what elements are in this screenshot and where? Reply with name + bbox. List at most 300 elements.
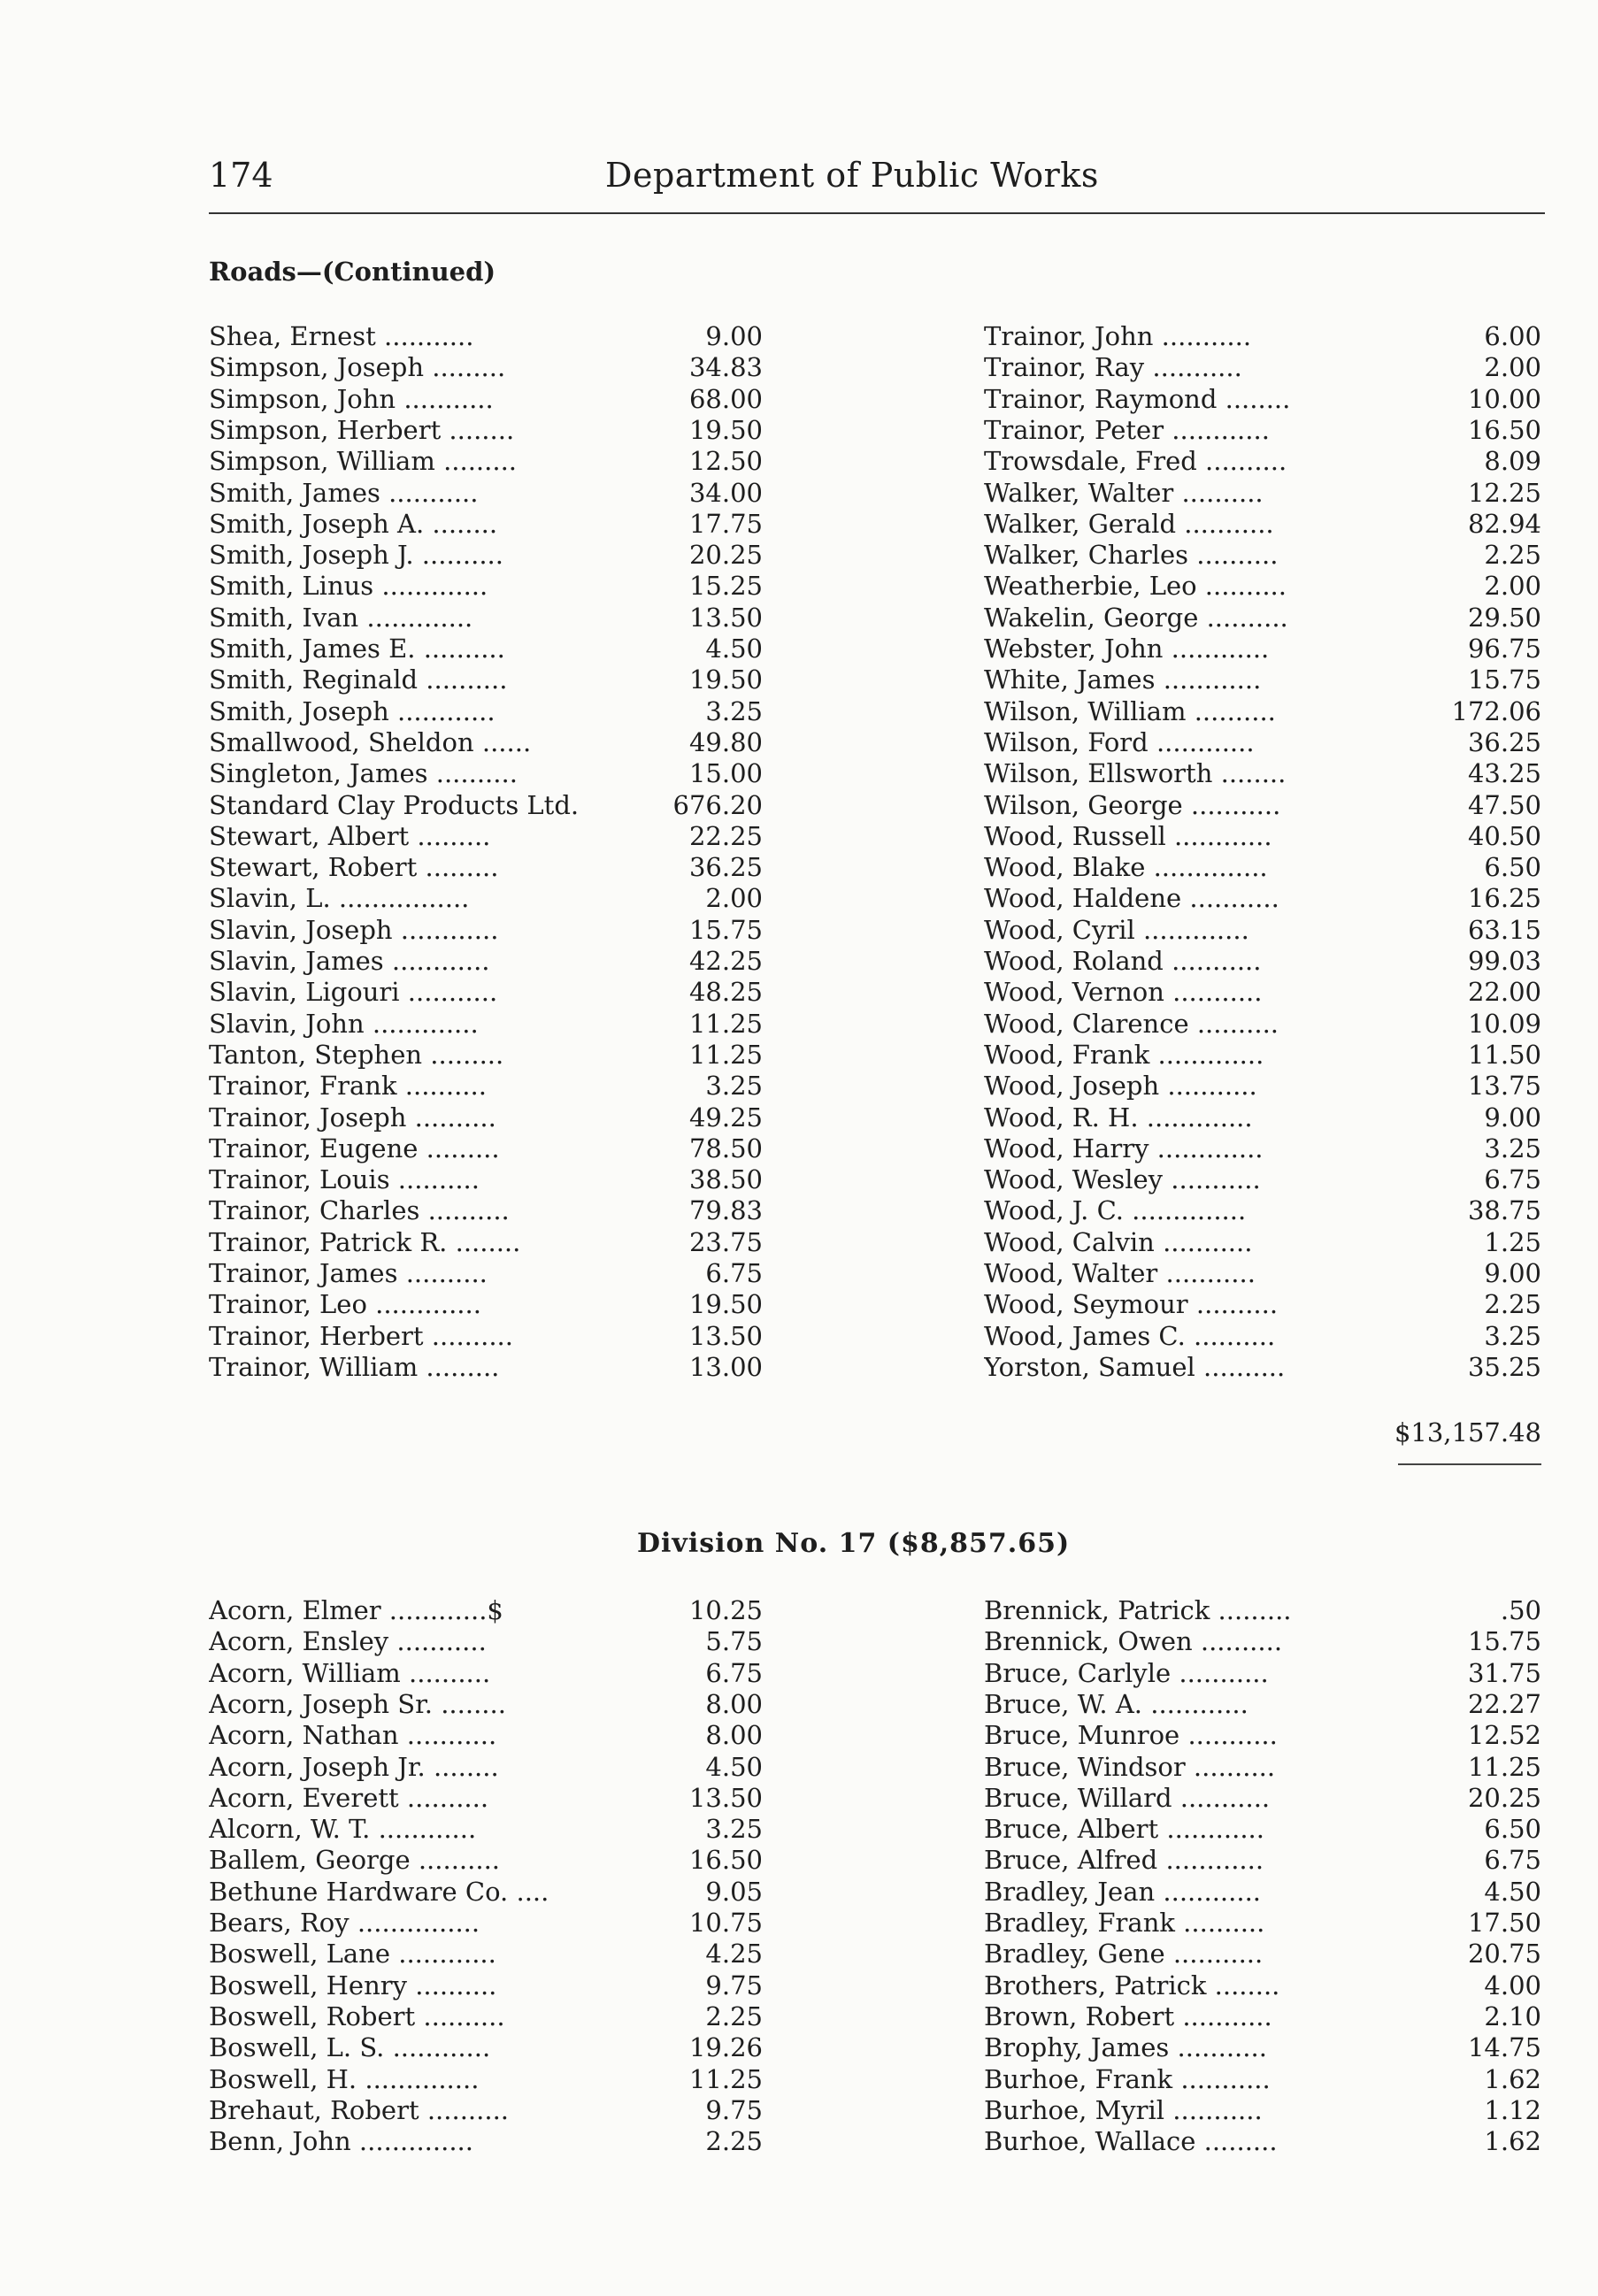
list-item [984,1813,1547,1845]
list-item [984,1594,1547,1626]
entry-name: Trainor, Patrick R. ........ [209,1226,521,1257]
entry-name: Alcorn, W. T. ............ [209,1814,477,1845]
list-item [984,945,1547,977]
entry-amount: 20.25 [1467,1782,1541,1813]
list-item [209,1133,775,1164]
entry-amount: 8.00 [705,1688,763,1719]
entry-amount: 11.25 [688,2063,763,2094]
list-item [209,1039,775,1071]
list-item [984,1751,1547,1783]
list-item [984,695,1547,727]
entry-amount: 10.75 [688,1908,763,1938]
list-item [984,1938,1547,1970]
list-item [984,820,1547,852]
list-item [984,2094,1547,2126]
entry-name: Simpson, William ......... [209,446,518,477]
entry-amount: 11.50 [1467,1039,1541,1070]
list-item [209,945,775,977]
entry-name: Walker, Walter .......... [984,477,1264,508]
entry-name: Bethune Hardware Co. .... [209,1876,549,1907]
entry-name: Wilson, Ellsworth ........ [984,758,1287,789]
list-item [984,351,1547,383]
entry-amount: 3.25 [705,1814,763,1845]
entry-amount: 14.75 [1467,2032,1541,2063]
entry-amount: 10.09 [1467,1008,1541,1039]
list-item [209,1938,775,1970]
entry-name: Smith, Joseph ............ [209,695,496,726]
entry-amount: 43.25 [1467,758,1541,789]
list-item [209,1594,775,1626]
entry-amount: 3.25 [705,1071,763,1102]
entry-amount: 36.25 [1467,726,1541,757]
entry-amount: 13.50 [688,602,763,633]
entry-amount: 20.25 [688,540,763,571]
entry-amount: 10.00 [1467,383,1541,414]
entry-name: Acorn, Joseph Jr. ........ [209,1751,499,1782]
entry-name: Stewart, Robert ......... [209,852,499,883]
list-item [209,1907,775,1939]
list-item [984,414,1547,446]
list-item [209,508,775,540]
entry-amount: 34.00 [688,477,763,508]
entry-amount: 10.25 [688,1595,763,1625]
list-item [209,664,775,695]
list-item [984,1844,1547,1876]
list-item [209,695,775,727]
entry-amount: 22.25 [688,820,763,851]
entry-name: Acorn, Nathan ........... [209,1720,497,1751]
entry-amount: 9.05 [705,1876,763,1907]
entry-name: Trainor, Ray ........... [984,352,1242,383]
list-item [209,1657,775,1689]
entry-name: Wood, James C. .......... [984,1320,1276,1351]
entry-amount: 6.75 [1484,1845,1541,1876]
entry-name: Burhoe, Myril ........... [984,2094,1263,2125]
entry-amount: 6.75 [705,1258,763,1288]
section-title: Roads—(Continued) [209,257,496,287]
entry-name: Ballem, George .......... [209,1845,501,1876]
entry-name: Wood, Haldene ........... [984,883,1279,914]
entry-amount: 22.00 [1467,977,1541,1008]
list-item [984,320,1547,352]
list-item [209,914,775,946]
entry-name: Simpson, Herbert ........ [209,414,515,445]
entry-name: Wood, Cyril ............. [984,914,1249,945]
entry-name: Burhoe, Wallace ......... [984,2126,1278,2157]
list-item [984,851,1547,883]
list-item [984,1320,1547,1352]
entry-amount: 16.50 [688,1845,763,1876]
entry-name: Smith, Linus ............. [209,571,488,602]
entry-name: Brophy, James ........... [984,2032,1267,2063]
list-item [984,1163,1547,1195]
list-item [209,1688,775,1720]
entry-name: Acorn, Elmer ............$ [209,1595,503,1625]
entry-amount: 35.25 [1467,1351,1541,1382]
entry-name: Standard Clay Products Ltd. [209,789,580,820]
list-item [209,539,775,571]
entry-amount: 79.83 [688,1195,763,1226]
entry-amount: 172.06 [1451,695,1541,726]
entry-name: Acorn, Ensley ........... [209,1626,487,1657]
entry-amount: 15.00 [688,758,763,789]
entry-amount: 2.25 [705,2126,763,2157]
entry-amount: 6.75 [1484,1164,1541,1195]
entry-amount: 2.25 [705,2000,763,2031]
header-rule [209,212,1545,214]
list-item [984,1039,1547,1071]
entry-name: Trainor, Leo ............. [209,1289,481,1320]
entry-amount: 19.50 [688,414,763,445]
entry-name: Trainor, Charles .......... [209,1195,510,1226]
entry-name: Bruce, Albert ............ [984,1814,1264,1845]
entry-name: Boswell, Robert .......... [209,2000,505,2031]
list-item [209,1876,775,1908]
entry-name: Slavin, James ............ [209,946,490,976]
entry-amount: 12.50 [688,446,763,477]
entry-amount: 63.15 [1467,914,1541,945]
entry-name: Wood, Roland ........... [984,946,1262,976]
entry-name: Wilson, Ford ............ [984,726,1255,757]
entry-amount: 82.94 [1467,508,1541,539]
list-item [984,2000,1547,2032]
entry-amount: 96.75 [1467,634,1541,664]
entry-name: Bruce, Alfred ............ [984,1845,1264,1876]
entry-name: Wood, Calvin ........... [984,1226,1253,1257]
entry-amount: 38.50 [688,1164,763,1195]
entry-name: Smith, James ........... [209,477,479,508]
entry-name: Burhoe, Frank ........... [984,2063,1271,2094]
list-item [984,1008,1547,1040]
entry-name: Trainor, John ........... [984,321,1252,351]
list-item [209,976,775,1008]
entry-name: Acorn, William .......... [209,1657,491,1688]
list-item [209,1226,775,1258]
entry-name: Bradley, Frank .......... [984,1908,1265,1938]
entry-name: Bruce, W. A. ............ [984,1688,1248,1719]
list-item [209,757,775,789]
entry-amount: 4.50 [705,1751,763,1782]
entry-name: Brennick, Owen .......... [984,1626,1283,1657]
list-item [209,1625,775,1657]
entry-name: Wilson, George ........... [984,789,1281,820]
list-item [209,320,775,352]
entry-amount: 31.75 [1467,1657,1541,1688]
entry-name: Boswell, Lane ............ [209,1939,496,1970]
list-item [984,1782,1547,1814]
entry-name: Wood, Frank ............. [984,1039,1264,1070]
entry-amount: 2.00 [705,883,763,914]
entry-name: Wood, Blake .............. [984,852,1268,883]
entry-name: Bradley, Gene ........... [984,1939,1264,1970]
entry-name: Slavin, Ligouri ........... [209,977,498,1008]
entry-amount: 11.25 [688,1039,763,1070]
entry-name: Wood, Russell ............ [984,820,1272,851]
list-item [984,1351,1547,1383]
entry-name: Trowsdale, Fred .......... [984,446,1287,477]
list-item [209,602,775,634]
list-item [984,633,1547,664]
entry-name: Wood, Wesley ........... [984,1164,1261,1195]
entry-name: Tanton, Stephen ......... [209,1039,504,1070]
entry-amount: 4.00 [1484,1970,1541,2000]
page-number: 174 [209,156,273,195]
entry-amount: 49.25 [688,1102,763,1133]
entry-amount: 11.25 [1467,1751,1541,1782]
entry-amount: 12.52 [1467,1720,1541,1751]
entry-amount: 9.00 [1484,1102,1541,1133]
entry-amount: 9.75 [705,2094,763,2125]
list-item [209,1102,775,1133]
entry-amount: 2.25 [1484,540,1541,571]
list-item [984,1288,1547,1320]
entry-amount: 78.50 [688,1133,763,1163]
entry-name: Brothers, Patrick ........ [984,1970,1280,2000]
entry-name: Smith, Ivan ............. [209,602,473,633]
entry-name: Wood, Vernon ........... [984,977,1263,1008]
entry-name: Wood, R. H. ............. [984,1102,1253,1133]
entry-amount: 8.00 [705,1720,763,1751]
list-item [209,1257,775,1289]
entry-amount: 16.25 [1467,883,1541,914]
list-item [984,789,1547,821]
entry-name: Shea, Ernest ........... [209,321,474,351]
list-item [209,1070,775,1102]
page-header [209,156,1545,200]
entry-name: Bruce, Carlyle ........... [984,1657,1269,1688]
entry-amount: 676.20 [672,789,763,820]
entry-name: Wood, Seymour .......... [984,1289,1279,1320]
list-item [984,1719,1547,1751]
list-item [984,1625,1547,1657]
entry-amount: 68.00 [688,383,763,414]
entry-amount: 9.75 [705,1970,763,2000]
entry-amount: 3.25 [1484,1133,1541,1163]
entry-amount: 48.25 [688,977,763,1008]
entry-name: Trainor, Louis .......... [209,1164,480,1195]
entry-amount: 6.75 [705,1657,763,1688]
list-item [209,2063,775,2095]
list-item [209,570,775,602]
list-item [984,882,1547,914]
entry-name: Acorn, Joseph Sr. ........ [209,1688,506,1719]
list-item [984,1257,1547,1289]
list-item [984,1102,1547,1133]
entry-name: Smith, Reginald .......... [209,664,508,695]
list-item [984,914,1547,946]
entry-name: Bradley, Jean ............ [984,1876,1262,1907]
list-item [984,757,1547,789]
entry-amount: 6.50 [1484,852,1541,883]
entry-amount: 6.50 [1484,1814,1541,1845]
entry-amount: 47.50 [1467,789,1541,820]
list-item [209,2031,775,2063]
entry-amount: 17.50 [1467,1908,1541,1938]
entry-name: Bruce, Windsor .......... [984,1751,1276,1782]
list-item [984,2031,1547,2063]
entry-amount: 12.25 [1467,477,1541,508]
entry-name: Bears, Roy ............... [209,1908,480,1938]
entry-name: Trainor, William ......... [209,1351,500,1382]
entry-name: Weatherbie, Leo .......... [984,571,1287,602]
entry-amount: 1.25 [1484,1226,1541,1257]
list-item [209,2094,775,2126]
entry-name: Trainor, Frank .......... [209,1071,487,1102]
entry-amount: 29.50 [1467,602,1541,633]
entry-name: Boswell, L. S. ............ [209,2032,491,2063]
entry-amount: 4.50 [1484,1876,1541,1907]
list-item [209,383,775,415]
entry-name: Benn, John .............. [209,2126,473,2157]
list-item [984,477,1547,509]
entry-name: Boswell, H. .............. [209,2063,480,2094]
list-item [209,1782,775,1814]
entry-amount: 99.03 [1467,946,1541,976]
list-item [984,976,1547,1008]
entry-amount: 19.26 [688,2032,763,2063]
list-item [984,1226,1547,1258]
entry-amount: 11.25 [688,1008,763,1039]
list-item [984,570,1547,602]
entry-amount: 16.50 [1467,414,1541,445]
entry-name: Brown, Robert ........... [984,2000,1272,2031]
entry-amount: 9.00 [705,321,763,351]
entry-amount: 1.12 [1484,2094,1541,2125]
entry-name: Walker, Charles .......... [984,540,1279,571]
entry-name: Brehaut, Robert .......... [209,2094,510,2125]
list-item [209,414,775,446]
entry-amount: 15.25 [688,571,763,602]
list-item [984,726,1547,758]
entry-amount: 13.75 [1467,1071,1541,1102]
entry-amount: 15.75 [1467,1626,1541,1657]
entry-amount: 22.27 [1467,1688,1541,1719]
list-item [209,351,775,383]
list-item [984,1970,1547,2001]
entry-name: Acorn, Everett .......... [209,1782,489,1813]
entry-name: Trainor, Joseph .......... [209,1102,496,1133]
entry-name: Smith, James E. .......... [209,634,505,664]
entry-amount: .50 [1500,1595,1541,1625]
entry-amount: 36.25 [688,852,763,883]
list-item [209,1970,775,2001]
list-item [984,602,1547,634]
entry-name: Wood, Harry ............. [984,1133,1264,1163]
list-item [984,1907,1547,1939]
entry-amount: 38.75 [1467,1195,1541,1226]
entry-name: Wood, J. C. .............. [984,1195,1247,1226]
entry-amount: 15.75 [1467,664,1541,695]
entry-name: Walker, Gerald ........... [984,508,1274,539]
list-item [209,1719,775,1751]
list-item [209,882,775,914]
entry-name: Trainor, Herbert .......... [209,1320,513,1351]
entry-amount: 13.50 [688,1320,763,1351]
total-rule [1398,1463,1541,1465]
entry-amount: 20.75 [1467,1939,1541,1970]
list-item [209,2000,775,2032]
entry-name: Smallwood, Sheldon ...... [209,726,532,757]
entry-amount: 49.80 [688,726,763,757]
list-item [984,1657,1547,1689]
list-item [209,477,775,509]
entry-amount: 34.83 [688,352,763,383]
list-item [209,1844,775,1876]
list-item [209,1194,775,1226]
list-item [984,1876,1547,1908]
entry-amount: 13.00 [688,1351,763,1382]
list-item [209,789,775,821]
entry-amount: 1.62 [1484,2126,1541,2157]
entry-amount: 2.25 [1484,1289,1541,1320]
entry-amount: 17.75 [688,508,763,539]
list-item [984,1688,1547,1720]
entry-amount: 3.25 [1484,1320,1541,1351]
entry-amount: 5.75 [705,1626,763,1657]
division-title: Division No. 17 ($8,857.65) [637,1528,1071,1559]
list-item [209,1813,775,1845]
list-item [209,2125,775,2157]
entry-amount: 4.50 [705,634,763,664]
entry-name: Slavin, John ............. [209,1008,479,1039]
entry-name: Smith, Joseph A. ........ [209,508,498,539]
list-item [209,820,775,852]
entry-name: Bruce, Willard ........... [984,1782,1271,1813]
list-item [984,1194,1547,1226]
entry-amount: 23.75 [688,1226,763,1257]
list-item [209,1163,775,1195]
entry-name: White, James ............ [984,664,1262,695]
entry-name: Wood, Clarence .......... [984,1008,1279,1039]
running-title: Department of Public Works [605,156,1099,195]
list-item [984,2125,1547,2157]
entry-amount: 4.25 [705,1939,763,1970]
entry-name: Trainor, James .......... [209,1258,488,1288]
entry-amount: 2.10 [1484,2000,1541,2031]
entry-name: Slavin, L. ................ [209,883,470,914]
entry-name: Brennick, Patrick ......... [984,1595,1292,1625]
entry-amount: 2.00 [1484,571,1541,602]
entry-amount: 2.00 [1484,352,1541,383]
entry-name: Stewart, Albert ......... [209,820,491,851]
list-item [984,445,1547,477]
entry-amount: 8.09 [1484,446,1541,477]
entry-name: Singleton, James .......... [209,758,518,789]
list-item [984,383,1547,415]
entry-name: Simpson, Joseph ......... [209,352,506,383]
entry-name: Wakelin, George .......... [984,602,1288,633]
list-item [984,539,1547,571]
entry-amount: 13.50 [688,1782,763,1813]
list-item [984,1070,1547,1102]
list-item [209,1008,775,1040]
list-item [984,2063,1547,2095]
entry-amount: 9.00 [1484,1258,1541,1288]
list-item [209,851,775,883]
list-item [209,445,775,477]
entry-name: Trainor, Peter ............ [984,414,1270,445]
entry-name: Wood, Walter ........... [984,1258,1256,1288]
entry-amount: 15.75 [688,914,763,945]
roads-total: $13,157.48 [1394,1417,1541,1447]
list-item [209,726,775,758]
entry-name: Trainor, Raymond ........ [984,383,1291,414]
entry-amount: 40.50 [1467,820,1541,851]
list-item [209,1751,775,1783]
entry-name: Boswell, Henry .......... [209,1970,497,2000]
entry-name: Bruce, Munroe ........... [984,1720,1278,1751]
entry-name: Wilson, William .......... [984,695,1276,726]
